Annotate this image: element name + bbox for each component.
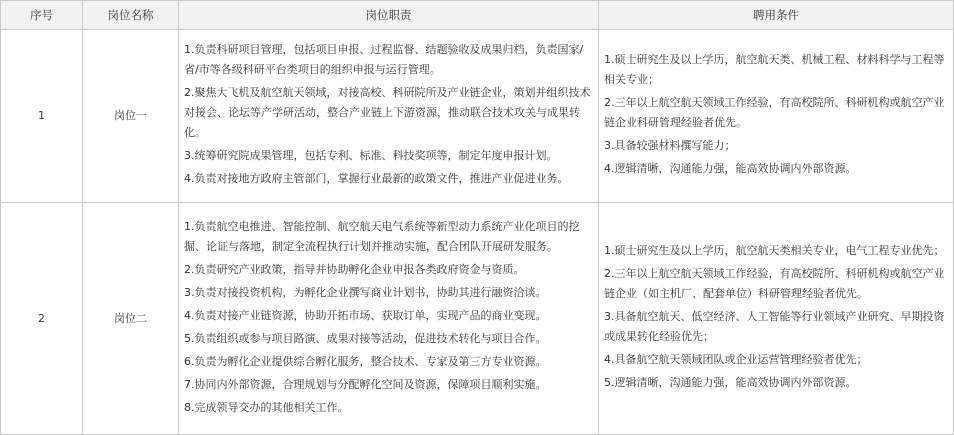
requirement-item: 2.三年以上航空航天领域工作经验，有高校院所、科研机构或航空产业链企业（如主机厂、配套单位）科研管理经验者优先。 bbox=[604, 267, 945, 300]
requirement-item: 5.逻辑清晰，沟通能力强，能高效协调内外部资源。 bbox=[604, 376, 857, 389]
duties-cell bbox=[179, 203, 599, 435]
requirement-item: 3.具备航空航天、低空经济、人工智能等行业领域产业研究、早期投资或成果转化经验优先； bbox=[604, 310, 945, 343]
duty-item: 4.负责对接地方政府主管部门，掌握行业最新的政策文件，推进产业促进业务。 bbox=[184, 172, 569, 185]
requirement-item: 2.三年以上航空航天领域工作经验，有高校院所、科研机构或航空产业链企业科研管理经验者优先。 bbox=[604, 96, 945, 129]
row-position: 岗位二 bbox=[83, 203, 179, 435]
duty-item: 8.完成领导交办的其他相关工作。 bbox=[184, 400, 349, 414]
row-index: 2 bbox=[1, 203, 83, 435]
requirement-item: 4.逻辑清晰，沟通能力强，能高效协调内外部资源。 bbox=[604, 162, 857, 175]
duty-item: 3.负责对接投资机构，为孵化企业撰写商业计划书，协助其进行融资洽谈。 bbox=[184, 285, 547, 299]
header-position: 岗位名称 bbox=[83, 1, 179, 30]
header-duties: 岗位职责 bbox=[179, 1, 599, 30]
requirement-item: 4.具备航空航天领域团队或企业运营管理经验者优先； bbox=[604, 353, 868, 366]
duty-item: 7.协同内外部资源，合理规划与分配孵化空间及资源，保障项目顺利实施。 bbox=[184, 377, 547, 391]
table-row bbox=[1, 30, 954, 203]
duty-item: 5.负责组织或参与项目路演、成果对接等活动，促进技术转化与项目合作。 bbox=[184, 331, 547, 345]
table-row bbox=[1, 203, 954, 435]
row-index: 1 bbox=[1, 30, 83, 203]
requirement-item: 3.具备较强材料撰写能力； bbox=[604, 139, 736, 152]
row-position: 岗位一 bbox=[83, 30, 179, 203]
requirements-cell bbox=[599, 203, 954, 435]
header-requirements: 聘用条件 bbox=[599, 1, 954, 30]
duty-item: 1.负责航空电推进、智能控制、航空航天电气系统等新型动力系统产业化项目的挖掘、论证与落地，制定全流程执行计划并推动实施，配合团队开展研发服务。 bbox=[184, 219, 580, 253]
header-row bbox=[1, 1, 954, 30]
duty-item: 2.负责研究产业政策，指导并协助孵化企业申报各类政府资金与资质。 bbox=[184, 262, 525, 276]
requirements-cell bbox=[599, 30, 954, 203]
requirement-item: 1.硕士研究生及以上学历，航空航天类相关专业，电气工程专业优先； bbox=[604, 244, 945, 257]
duty-item: 2.聚焦大飞机及航空航天领域，对接高校、科研院所及产业链企业，策划并组织技术对接会、论坛等产学研活动，整合产业链上下游资源，推动联合技术攻关与成果转化。 bbox=[184, 86, 591, 139]
requirement-item: 1.硕士研究生及以上学历，航空航天类、机械工程、材料科学与工程等相关专业； bbox=[604, 53, 945, 86]
duty-item: 4.负责对接产业链资源，协助开拓市场、获取订单，实现产品的商业变现。 bbox=[184, 308, 547, 322]
duty-item: 1.负责科研项目管理，包括项目申报、过程监督、结题验收及成果归档，负责国家/省/市等各级科研平台类项目的组织申报与运行管理。 bbox=[184, 43, 584, 76]
header-index: 序号 bbox=[1, 1, 83, 30]
duty-item: 3.统筹研究院成果管理，包括专利、标准、科技奖项等，制定年度申报计划。 bbox=[184, 149, 558, 162]
duties-cell bbox=[179, 30, 599, 203]
duty-item: 6.负责为孵化企业提供综合孵化服务，整合技术、专家及第三方专业资源。 bbox=[184, 354, 547, 368]
